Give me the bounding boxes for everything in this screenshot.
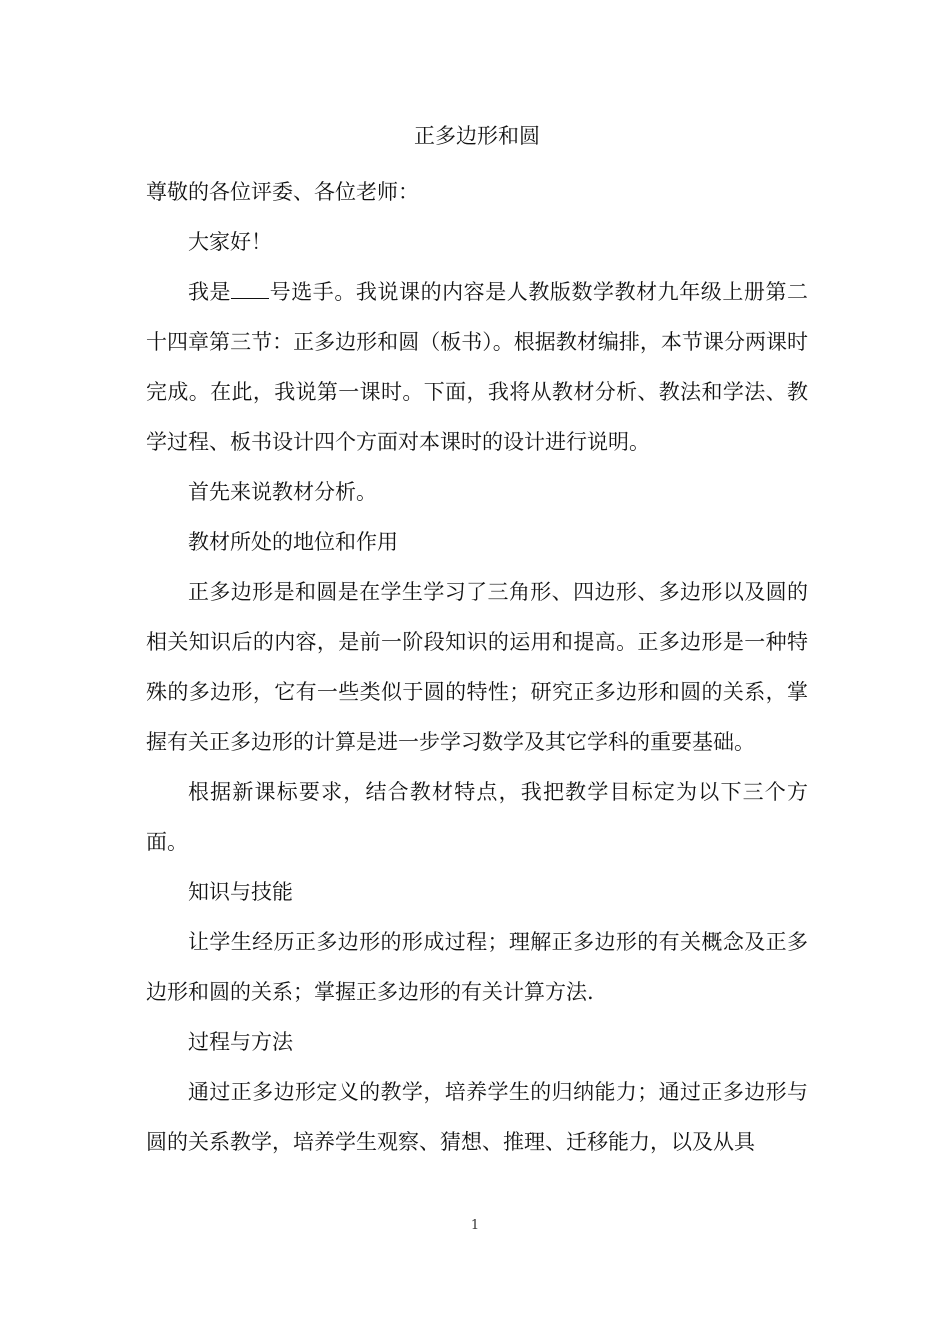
- document-body: [146, 117, 808, 1167]
- intro-text-start: 我是: [188, 280, 232, 304]
- intro-text-rest: 号选手。我说课的内容是人教版数学教材九年级上册第二十四章第三节：正多边形和圆（板书）。根据教材编排，本节课分两课时完成。在此，我说第一课时。下面，我将从教材分析、教法和学法、教学过程、板书设计四个方面对本课时的设计进行说明。: [146, 280, 809, 454]
- subheading-knowledge: 知识与技能: [188, 880, 293, 904]
- subheading-position: 教材所处的地位和作用: [188, 530, 398, 554]
- paragraph-knowledge: 让学生经历正多边形的形成过程；理解正多边形的有关概念及正多边形和圆的关系；掌握正多边形的有关计算方法.: [146, 930, 808, 1004]
- paragraph-process: 通过正多边形定义的教学，培养学生的归纳能力；通过正多边形与圆的关系教学，培养学生观察、猜想、推理、迁移能力，以及从具: [146, 1080, 808, 1154]
- document-title: 正多边形和圆: [414, 124, 540, 148]
- contestant-number-blank: [231, 280, 269, 299]
- intro-paragraph: [146, 267, 808, 467]
- paragraph-goals: 根据新课标要求，结合教材特点，我把教学目标定为以下三个方面。: [146, 780, 808, 854]
- salutation: 尊敬的各位评委、各位老师：: [146, 180, 419, 204]
- subheading-process: 过程与方法: [188, 1030, 293, 1054]
- greeting: 大家好！: [188, 230, 272, 254]
- section-material-analysis: 首先来说教材分析。: [188, 480, 377, 504]
- paragraph-position: 正多边形是和圆是在学生学习了三角形、四边形、多边形以及圆的相关知识后的内容，是前一阶段知识的运用和提高。正多边形是一种特殊的多边形，它有一些类似于圆的特性；研究正多边形和圆的关系，掌握有关正多边形的计算是进一步学习数学及其它学科的重要基础。: [146, 580, 808, 754]
- page-number: 1: [470, 1218, 480, 1233]
